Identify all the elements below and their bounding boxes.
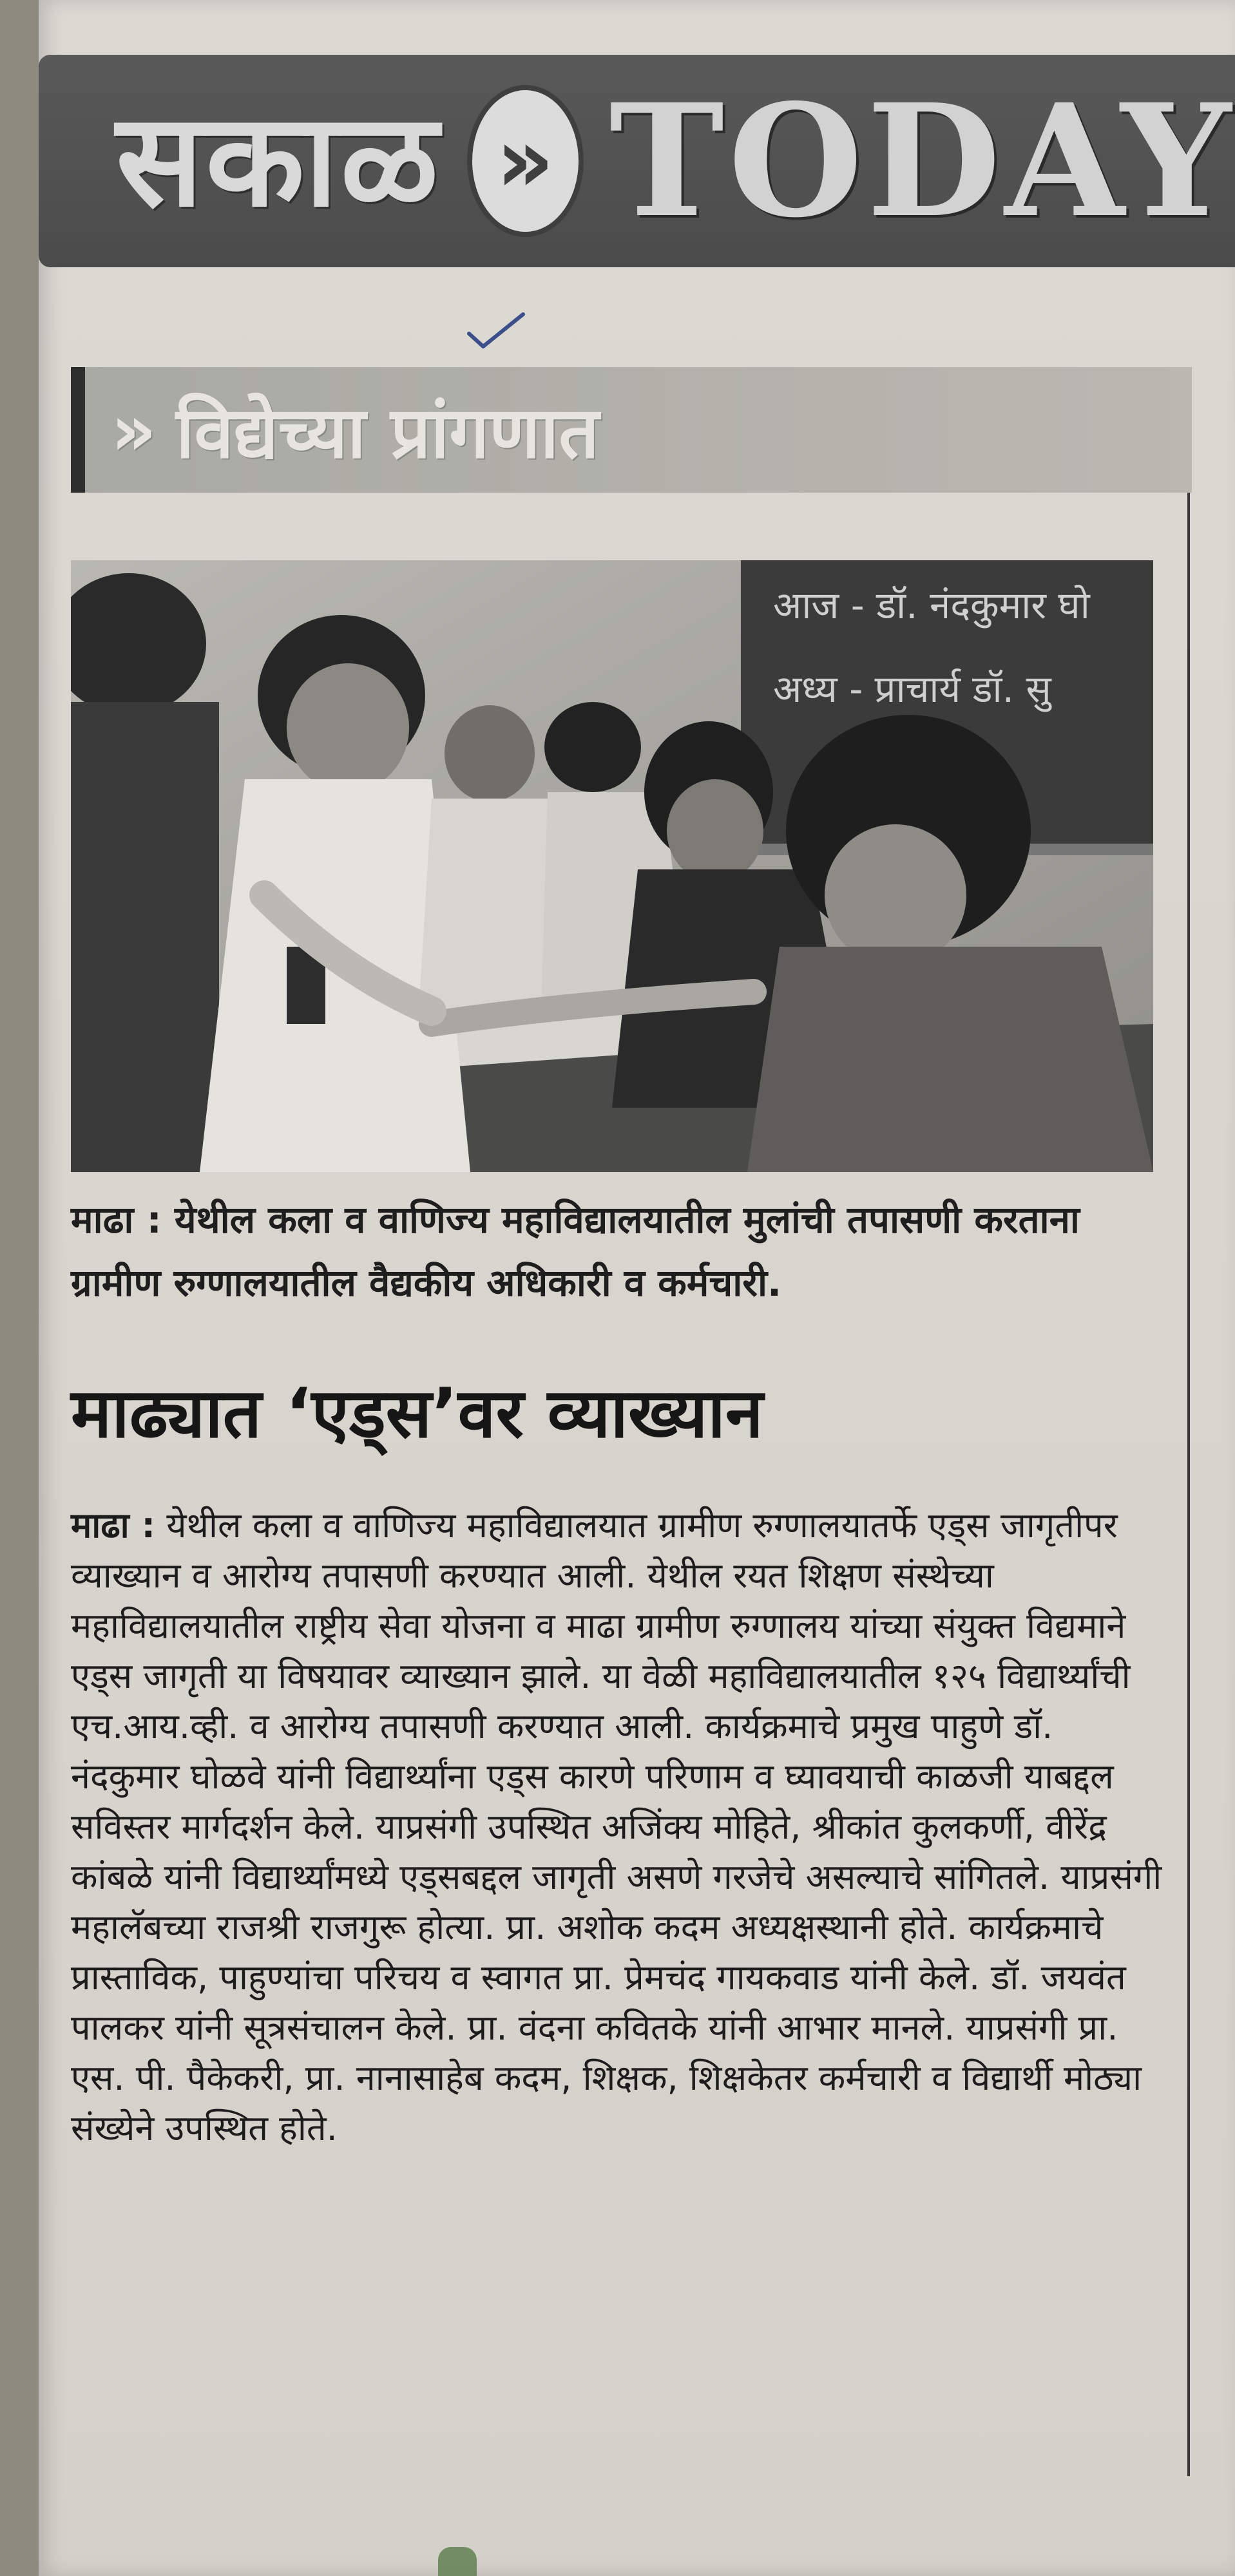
section-header [71,367,1192,493]
photo-caption [71,1188,1153,1314]
news-photo [71,560,1153,1172]
article-body-text: येथील कला व वाणिज्य महाविद्यालयात ग्रामीण रुग्णालयातर्फे एड्‌स जागृतीपर व्याख्यान व आरोग्य तपासणी करण्यात आली. येथील रयत शिक्षण संस्थेच्या महाविद्यालयातील राष्ट्रीय सेवा योजना व माढा ग्रामीण रुग्णालय यांच्या संयुक्त विद्यमाने एड्‌स जागृती या विषयावर व्याख्यान झाले. या वेळी महाविद्यालयातील १२५ विद्यार्थ्यांची एच.आय.व्ही. व आरोग्य तपासणी करण्यात आली. कार्यक्रमाचे प्रमुख पाहुणे डॉ. नंदकुमार घोळवे यांनी विद्यार्थ्यांना एड्‌स कारणे परिणाम व घ्यावयाची काळजी याबद्दल सविस्तर मार्गदर्शन केले. याप्रसंगी उपस्थित अजिंक्य मोहिते, श्रीकांत कुलकर्णी, वीरेंद्र कांबळे यांनी विद्यार्थ्यांमध्ये एड्‌सबद्दल जागृती असणे गरजेचे असल्याचे सांगितले. याप्रसंगी महालॅबच्या राजश्री राजगुरू होत्या. प्रा. अशोक कदम अध्यक्षस्थानी होते. कार्यक्रमाचे प्रास्ताविक, पाहुण्यांचा परिचय व स्वागत प्रा. प्रेमचंद गायकवाड यांनी केले. डॉ. जयवंत पालकर यांनी सूत्रसंचालन केले. प्रा. वंदना कवितके यांनी आभार मानले. याप्रसंगी प्रा. एस. पी. पैकेकरी, प्रा. नानासाहेब कदम, शिक्षक, शिक्षकेतर कर्मचारी व विद्यार्थी मोठ्या संख्येने उपस्थित होते. [71,1505,1162,2148]
masthead [39,55,1235,267]
chevron-icon [467,85,584,237]
section-bar [71,367,85,493]
blackboard-text-1: आज - डॉ. नंदकुमार घो [773,583,1090,627]
caption-dateline: माढा : [71,1198,162,1242]
article-body [71,1501,1166,2154]
article-headline: माढ्यात ‘एड्‌स’वर व्याख्यान [71,1374,763,1453]
column-rule [1187,493,1190,2476]
tape-mark [438,2547,477,2576]
section-label: विद्येच्या प्रांगणात [176,391,599,474]
caption-text: येथील कला व वाणिज्य महाविद्यालयातील मुलांची तपासणी करताना ग्रामीण रुग्णालयातील वैद्यकीय अधिकारी व कर्मचारी. [71,1198,1080,1305]
chevron-glyph: » [495,108,555,213]
photo-illustration [71,560,1153,1172]
blackboard-text-2: अध्य - प्राचार्य डॉ. सु [773,667,1051,711]
brand-english: TODAY [609,70,1235,252]
brand-marathi: सकाळ [116,86,441,236]
article-dateline: माढा : [71,1505,156,1546]
checkmark-icon [464,309,528,354]
section-chevron: » [111,388,157,471]
